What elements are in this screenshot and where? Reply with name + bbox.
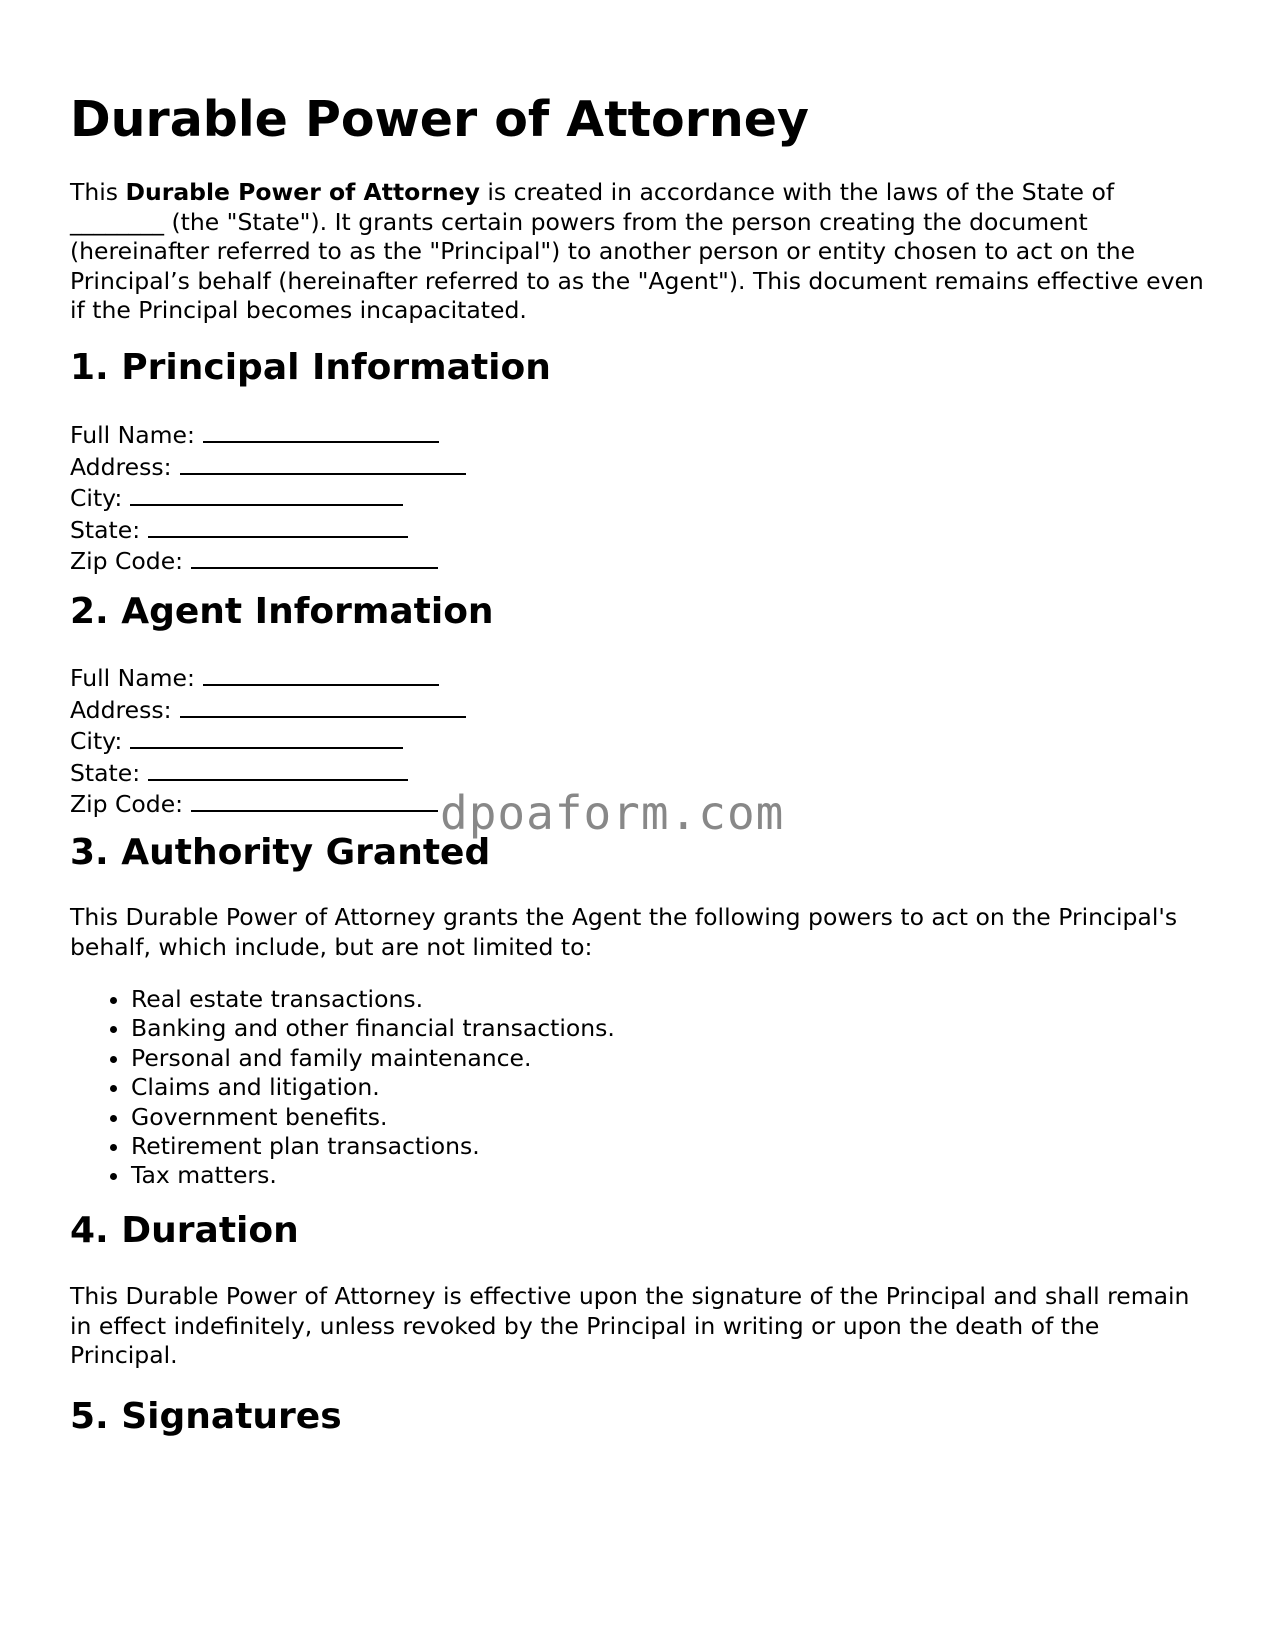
- field-label: City:: [70, 727, 123, 756]
- agent-state-line: [70, 757, 466, 789]
- agent-full-name-line: [70, 662, 466, 694]
- principal-zip-blank[interactable]: [191, 545, 438, 569]
- list-item: • Government benefits.: [131, 1103, 615, 1132]
- agent-full-name-blank[interactable]: [203, 662, 439, 686]
- principal-full-name-line: [70, 419, 466, 451]
- principal-state-blank[interactable]: [148, 514, 408, 538]
- agent-zip-blank[interactable]: [191, 788, 438, 812]
- powers-list: [70, 985, 615, 1191]
- intro-prefix: This: [70, 178, 126, 206]
- duration-paragraph: This Durable Power of Attorney is effective upon the signature of the Principal and shall remain in effect indefinitely, unless revoked by the Principal in writing or upon the death of the Principal.: [70, 1282, 1190, 1370]
- principal-city-line: [70, 482, 466, 514]
- principal-city-blank[interactable]: [130, 482, 403, 506]
- document-title: Durable Power of Attorney: [70, 91, 809, 148]
- field-label: Address:: [70, 695, 172, 724]
- principal-full-name-blank[interactable]: [203, 419, 439, 443]
- section-authority-heading: 3. Authority Granted: [70, 832, 491, 873]
- section-agent-heading: 2. Agent Information: [70, 591, 494, 632]
- field-label: Address:: [70, 452, 172, 481]
- intro-rest: is created in accordance with the laws of the State of ________ (the "State"). It grants certain powers from the person creating the document (hereinafter referred to as the "Principal") to another person or entity chosen to act on the Principal’s behalf (hereinafter referred to as the "Agent"). This document remains effective even if the Principal becomes incapacitated.: [70, 178, 1204, 325]
- principal-state-line: [70, 514, 466, 546]
- agent-address-line: [70, 694, 466, 726]
- field-label: State:: [70, 515, 141, 544]
- section-duration-heading: 4. Duration: [70, 1210, 299, 1251]
- agent-city-blank[interactable]: [130, 725, 403, 749]
- agent-zip-line: [70, 788, 466, 820]
- list-item: • Retirement plan transactions.: [131, 1132, 615, 1161]
- list-item: • Personal and family maintenance.: [131, 1044, 615, 1073]
- principal-zip-line: [70, 545, 466, 577]
- section-signatures-heading: 5. Signatures: [70, 1396, 342, 1437]
- intro-bold-title: Durable Power of Attorney: [125, 178, 480, 206]
- field-label: Full Name:: [70, 664, 195, 692]
- watermark: dpoaform.com: [440, 786, 785, 840]
- authority-paragraph: This Durable Power of Attorney grants the Agent the following powers to act on the Principal's behalf, which include, but are not limited to:: [70, 903, 1178, 961]
- field-label: State:: [70, 758, 141, 787]
- field-label: Full Name:: [70, 421, 195, 449]
- agent-city-line: [70, 725, 466, 757]
- agent-fields: [70, 662, 466, 820]
- agent-state-blank[interactable]: [148, 757, 408, 781]
- list-item: • Claims and litigation.: [131, 1073, 615, 1102]
- field-label: Zip Code:: [70, 547, 184, 576]
- agent-address-blank[interactable]: [180, 694, 466, 718]
- list-item: • Tax matters.: [131, 1161, 615, 1190]
- principal-address-line: [70, 451, 466, 483]
- section-principal-heading: 1. Principal Information: [70, 347, 551, 388]
- principal-address-blank[interactable]: [180, 451, 466, 475]
- list-item: • Banking and other financial transactions.: [131, 1014, 615, 1043]
- list-item: • Real estate transactions.: [131, 985, 615, 1014]
- principal-fields: [70, 419, 466, 577]
- intro-paragraph: [70, 178, 1210, 326]
- field-label: City:: [70, 484, 123, 513]
- field-label: Zip Code:: [70, 790, 184, 819]
